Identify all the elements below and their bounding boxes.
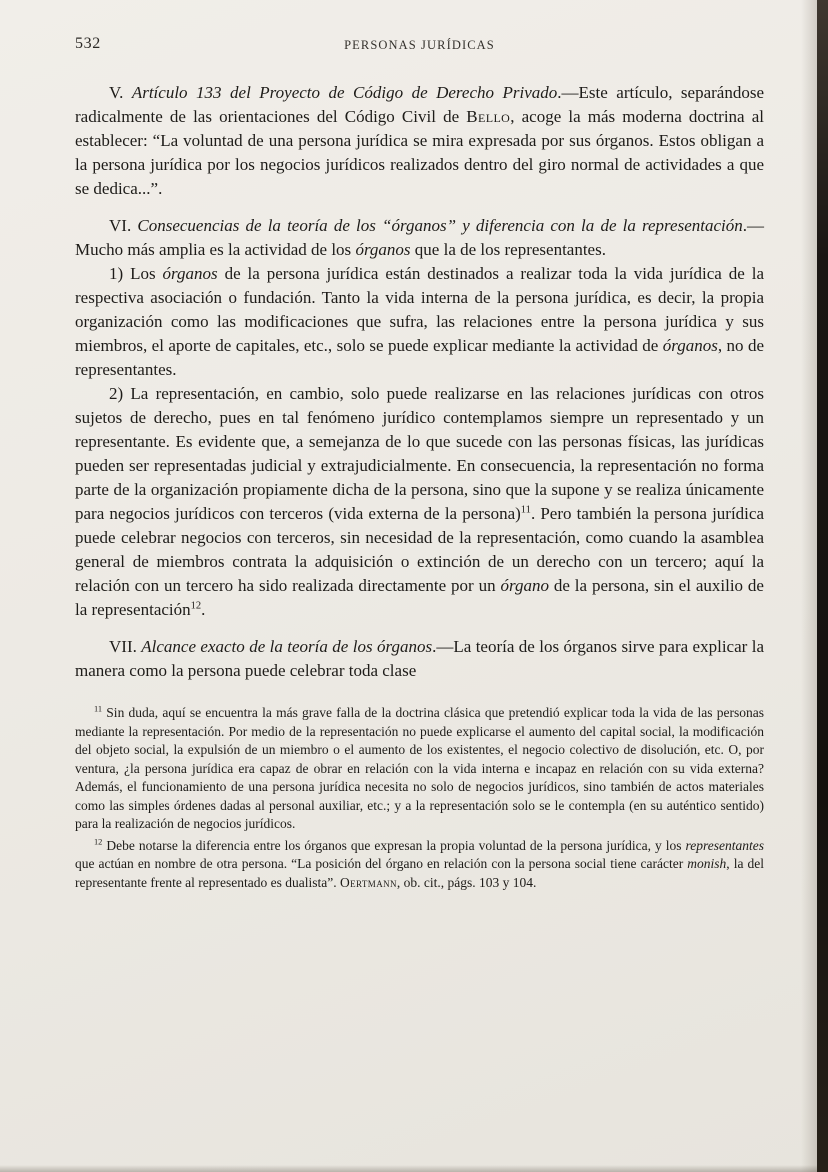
text-run: de la persona jurídica están destinados a realizar toda la vida jurídica de la respectiva asociación o fundación. Tanto la vida interna de la persona jurídica, es decir, la propia organización como las modificaciones que sufra, las relaciones entre la persona jurídica y sus miembros, el aporte de capitales, etc., solo se puede explicar mediante la actividad de [75,264,764,355]
footnotes [75,704,764,892]
running-title: PERSONAS JURÍDICAS [344,38,495,52]
body-paragraphs [75,81,764,683]
text-run: , acoge la más moderna doctrina al establecer: “La voluntad de una persona jurídica se mira expresada por sus órganos. Estos obligan a la persona jurídica por los negocios jurídicos realizados dentro del giro normal de actividades a que se dedica...”. [75,107,764,198]
text-run: .—Este artículo, separándose radicalmente de las orientaciones del Código Civil de [75,83,765,126]
text-run: 1) Los [109,264,163,283]
text-run: representantes [685,837,764,853]
text-run: . [201,600,206,619]
text-run: de la persona, sin el auxilio de la representación [75,576,764,619]
footnote [75,704,764,834]
text-run: órganos [355,240,411,259]
page-header [75,34,764,56]
text-run: Sin duda, aquí se encuentra la más grave falla de la doctrina clásica que pretendió explicar toda la vida de las personas mediante la representación. Por medio de la representación no puede explicarse el aumento del capital social, la modificación del objeto social, la expulsión de un miembro o el aumento de los existentes, el negocio colectivo de disolución, etc. O, por ventura, ¿la persona jurídica era capaz de obrar en relación con la vida interna e incapaz en relación con su vida externa? Además, el funcionamiento de una persona jurídica necesita no solo de negocios jurídicos, sino también de actos materiales como las simples órdenes dadas al personal auxiliar, etc.; y a la representación solo se le contempla (en su auténtico sentido) para la realización de negocios jurídicos. [75,705,764,831]
text-run: , no de representantes. [75,336,765,379]
text-run: Artículo 133 del Proyecto de Código de Derecho Privado [131,83,558,102]
text-run: Alcance exacto de la teoría de los órganos [141,637,433,656]
text-run: Debe notarse la diferencia entre los órganos que expresan la propia voluntad de la persona jurídica, y los [102,837,686,853]
text-run: Bello [466,107,511,126]
text-run: V. [109,83,132,102]
footnote [75,837,764,893]
text-run: Oertmann [340,874,397,890]
text-run: .—Mucho más amplia es la actividad de los [75,216,764,259]
footnote-marker: 12 [94,837,103,846]
page-number: 532 [75,35,101,52]
text-run: Consecuencias de la teoría de los “órganos” y diferencia con la de la representación [137,216,743,235]
page-content [75,34,764,892]
paragraph [75,214,764,262]
paragraph [75,81,764,201]
text-run: , ob. cit., págs. 103 y 104. [396,874,537,890]
text-run: que actúan en nombre de otra persona. “La posición del órgano en relación con la persona social tiene carácter [75,856,688,871]
text-run: que la de los representantes. [410,240,606,259]
text-run: , la del representante frente al representado es dualista”. [75,856,764,890]
text-run: órgano [500,576,549,595]
text-run: VII. [109,637,142,656]
text-run: 2) La representación, en cambio, solo puede realizarse en las relaciones jurídicas con otros sujetos de derecho, pues en tal fenómeno jurídico contemplamos siempre un representado y un representante. Es evidente que, a semejanza de lo que sucede con las personas físicas, las jurídicas pueden ser representadas judicial y extrajudicialmente. En consecuencia, la representación no forma parte de la organización propiamente dicha de la persona, sino que la supone y se realiza únicamente para negocios jurídicos con terceros (vida externa de la persona) [75,384,764,523]
text-run: VI. [109,216,138,235]
paragraph [75,382,764,622]
paragraph [75,262,764,382]
text-run: monish [687,856,727,871]
paragraph [75,635,764,683]
text-run: . Pero también la persona jurídica puede celebrar negocios con terceros, sin necesidad de la representación, como cuando la asamblea general de miembros contrata la adquisición o extinción de un derecho con un tercero; aquí la relación con un tercero ha sido realizada directamente por un [75,504,764,595]
footnote-marker: 12 [190,600,202,612]
footnote-marker: 11 [94,704,103,714]
scan-edge-shadow-right [817,0,828,1172]
text-run: órganos [162,264,218,283]
scan-edge-shadow-bottom [0,1165,828,1172]
footnote-marker: 11 [520,504,531,516]
text-run: órganos [662,336,718,355]
text-run: .—La teoría de los órganos sirve para explicar la manera como la persona puede celebrar toda clase [75,637,764,680]
